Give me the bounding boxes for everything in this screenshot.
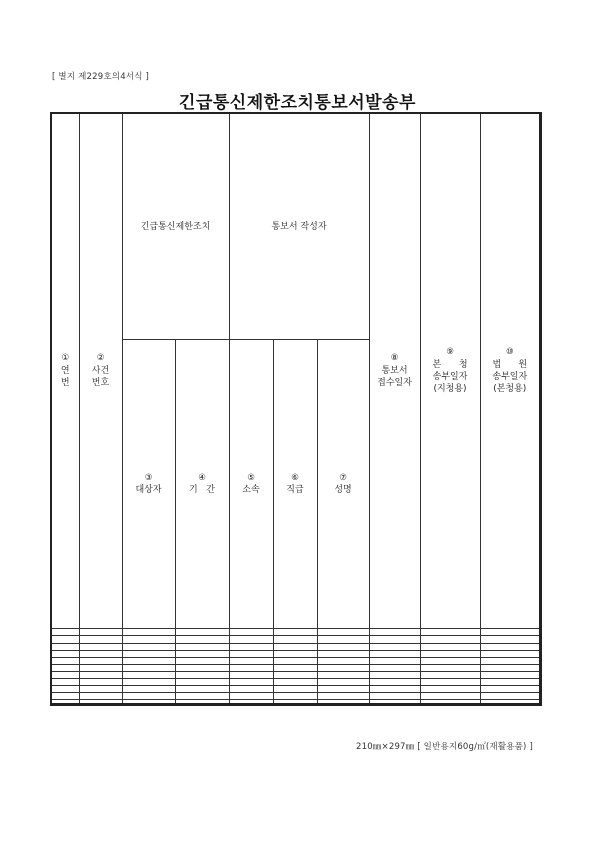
table-cell[interactable] <box>480 664 539 671</box>
table-cell[interactable] <box>122 643 175 650</box>
table-row <box>52 671 539 678</box>
table-cell[interactable] <box>369 685 420 692</box>
col-affiliation-header: ⑤ 소속 <box>229 340 273 629</box>
table-cell[interactable] <box>273 685 317 692</box>
table-cell[interactable] <box>52 650 79 657</box>
table-cell[interactable] <box>175 650 229 657</box>
table-cell[interactable] <box>175 685 229 692</box>
table-cell[interactable] <box>122 650 175 657</box>
table-cell[interactable] <box>122 664 175 671</box>
register-rows <box>52 629 539 703</box>
table-cell[interactable] <box>273 657 317 664</box>
table-cell[interactable] <box>317 643 369 650</box>
table-cell[interactable] <box>52 692 79 699</box>
table-cell[interactable] <box>175 678 229 685</box>
table-cell[interactable] <box>273 692 317 699</box>
col-court-send-date-header: ⑩ 법 원 송부일자 (본청용) <box>480 114 539 629</box>
group-emergency-measure-header: 긴급통신제한조치 <box>122 114 229 340</box>
group-writer-header: 통보서 작성자 <box>229 114 369 340</box>
table-cell[interactable] <box>420 671 480 678</box>
table-cell[interactable] <box>79 657 122 664</box>
col-serial-header: ① 연 번 <box>52 114 79 629</box>
table-cell[interactable] <box>369 671 420 678</box>
table-row <box>52 657 539 664</box>
table-cell[interactable] <box>229 678 273 685</box>
table-cell[interactable] <box>175 643 229 650</box>
table-cell[interactable] <box>273 643 317 650</box>
table-cell[interactable] <box>175 636 229 643</box>
col-subject-header: ③ 대상자 <box>122 340 175 629</box>
table-row <box>52 685 539 692</box>
table-cell[interactable] <box>317 629 369 636</box>
table-cell[interactable] <box>480 692 539 699</box>
table-cell[interactable] <box>79 692 122 699</box>
table-cell[interactable] <box>480 643 539 650</box>
table-cell[interactable] <box>79 678 122 685</box>
table-cell[interactable] <box>480 678 539 685</box>
table-cell[interactable] <box>229 636 273 643</box>
col-main-office-send-date-header: ⑨ 본 청 송부일자 (지청용) <box>420 114 480 629</box>
table-cell[interactable] <box>52 629 79 636</box>
table-cell[interactable] <box>79 636 122 643</box>
table-cell[interactable] <box>420 685 480 692</box>
table-cell[interactable] <box>229 650 273 657</box>
table-cell[interactable] <box>122 671 175 678</box>
table-cell[interactable] <box>369 699 420 703</box>
table-cell[interactable] <box>52 685 79 692</box>
table-cell[interactable] <box>369 650 420 657</box>
table-cell[interactable] <box>369 629 420 636</box>
table-cell[interactable] <box>317 657 369 664</box>
table-cell[interactable] <box>122 692 175 699</box>
col-period-header: ④ 기 간 <box>175 340 229 629</box>
table-cell[interactable] <box>52 643 79 650</box>
table-cell[interactable] <box>175 671 229 678</box>
table-cell[interactable] <box>420 678 480 685</box>
col-rank-header: ⑥ 직급 <box>273 340 317 629</box>
table-cell[interactable] <box>480 629 539 636</box>
table-cell[interactable] <box>79 629 122 636</box>
table-cell[interactable] <box>369 657 420 664</box>
table-row <box>52 678 539 685</box>
table-cell[interactable] <box>369 643 420 650</box>
table-cell[interactable] <box>480 650 539 657</box>
document-title: 긴급통신제한조치통보서발송부 <box>179 93 416 113</box>
table-cell[interactable] <box>79 671 122 678</box>
table-cell[interactable] <box>317 636 369 643</box>
table-cell[interactable] <box>52 671 79 678</box>
table-cell[interactable] <box>420 664 480 671</box>
table-cell[interactable] <box>122 657 175 664</box>
table-cell[interactable] <box>273 650 317 657</box>
table-cell[interactable] <box>175 657 229 664</box>
form-number-label: [ 별지 제229호의4서식 ] <box>52 72 150 82</box>
table-row <box>52 636 539 643</box>
table-cell[interactable] <box>229 643 273 650</box>
table-cell[interactable] <box>52 699 79 703</box>
table-cell[interactable] <box>480 671 539 678</box>
table-cell[interactable] <box>317 692 369 699</box>
table-cell[interactable] <box>229 671 273 678</box>
table-cell[interactable] <box>175 629 229 636</box>
table-cell[interactable] <box>229 685 273 692</box>
table-cell[interactable] <box>52 664 79 671</box>
table-cell[interactable] <box>420 657 480 664</box>
table-cell[interactable] <box>369 678 420 685</box>
table-cell[interactable] <box>273 636 317 643</box>
table-cell[interactable] <box>420 692 480 699</box>
table-cell[interactable] <box>420 629 480 636</box>
paper-spec-note: 210㎜×297㎜ [ 일반용지60g/㎡(재활용품) ] <box>355 742 533 752</box>
table-cell[interactable] <box>229 629 273 636</box>
table-row <box>52 650 539 657</box>
table-cell[interactable] <box>273 664 317 671</box>
table-cell[interactable] <box>229 699 273 703</box>
table-cell[interactable] <box>273 671 317 678</box>
table-cell[interactable] <box>52 636 79 643</box>
table-cell[interactable] <box>52 678 79 685</box>
table-cell[interactable] <box>175 692 229 699</box>
table-cell[interactable] <box>369 636 420 643</box>
table-cell[interactable] <box>79 699 122 703</box>
table-cell[interactable] <box>79 643 122 650</box>
col-name-header: ⑦ 성명 <box>317 340 369 629</box>
col-case-number-header: ② 사건 번호 <box>79 114 122 629</box>
table-cell[interactable] <box>317 650 369 657</box>
table-cell[interactable] <box>420 699 480 703</box>
table-cell[interactable] <box>273 678 317 685</box>
table-cell[interactable] <box>420 636 480 643</box>
table-cell[interactable] <box>317 685 369 692</box>
table-cell[interactable] <box>122 636 175 643</box>
table-cell[interactable] <box>317 671 369 678</box>
table-cell[interactable] <box>273 629 317 636</box>
col-receipt-date-header: ⑧ 통보서 접수일자 <box>369 114 420 629</box>
table-cell[interactable] <box>122 629 175 636</box>
table-cell[interactable] <box>317 664 369 671</box>
table-cell[interactable] <box>480 657 539 664</box>
table-cell[interactable] <box>175 699 229 703</box>
table-row <box>52 629 539 636</box>
table-cell[interactable] <box>369 692 420 699</box>
table-cell[interactable] <box>229 664 273 671</box>
table-cell[interactable] <box>79 650 122 657</box>
table-cell[interactable] <box>480 685 539 692</box>
table-row <box>52 643 539 650</box>
table-cell[interactable] <box>122 678 175 685</box>
table-cell[interactable] <box>273 699 317 703</box>
table-cell[interactable] <box>122 685 175 692</box>
table-cell[interactable] <box>79 664 122 671</box>
table-cell[interactable] <box>317 678 369 685</box>
table-cell[interactable] <box>369 664 420 671</box>
table-cell[interactable] <box>175 664 229 671</box>
table-row <box>52 699 539 703</box>
table-cell[interactable] <box>229 657 273 664</box>
table-cell[interactable] <box>79 685 122 692</box>
table-cell[interactable] <box>480 699 539 703</box>
register-table <box>50 112 542 706</box>
table-cell[interactable] <box>480 636 539 643</box>
table-row <box>52 664 539 671</box>
table-cell[interactable] <box>52 657 79 664</box>
table-cell[interactable] <box>317 699 369 703</box>
table-row <box>52 692 539 699</box>
table-cell[interactable] <box>122 699 175 703</box>
table-cell[interactable] <box>229 692 273 699</box>
table-cell[interactable] <box>420 643 480 650</box>
table-cell[interactable] <box>420 650 480 657</box>
